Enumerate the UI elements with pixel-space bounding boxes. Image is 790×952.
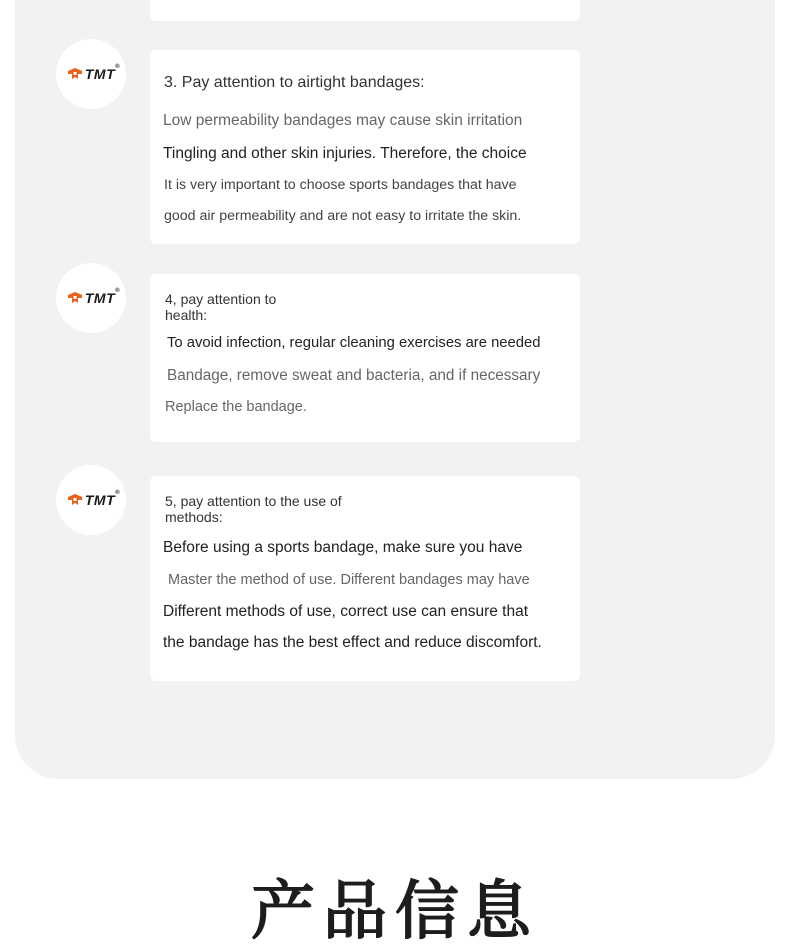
logo-text: TMT ®: [84, 64, 121, 82]
helmet-icon: [67, 292, 83, 304]
tmt-logo: [67, 288, 121, 306]
tip-heading-line: 5, pay attention to the use of: [165, 493, 342, 509]
previous-tip-bubble: [150, 0, 580, 21]
tip-text-line: the bandage has the best effect and reduce discomfort.: [163, 634, 542, 651]
tmt-logo: [67, 64, 121, 82]
tip-heading-line: methods:: [165, 509, 223, 525]
tip-text-line: Tingling and other skin injuries. Therefore, the choice: [163, 145, 527, 162]
section-title: 产品信息: [251, 875, 539, 949]
tip-heading: [165, 493, 342, 525]
tip-heading: [165, 291, 276, 323]
brand-avatar: [56, 465, 126, 535]
tip-card-airtight: [150, 50, 580, 244]
tip-text-line: Before using a sports bandage, make sure you have: [163, 539, 523, 556]
tip-text-line: Different methods of use, correct use can ensure that: [163, 603, 529, 620]
logo-text: TMT ®: [84, 288, 121, 306]
tip-heading: 3. Pay attention to airtight bandages:: [164, 74, 425, 91]
tip-card-health: [150, 274, 580, 442]
tip-heading-line: health:: [165, 307, 208, 323]
tip-text-line: Replace the bandage.: [165, 399, 307, 415]
tip-text-line: It is very important to choose sports bandages that have: [164, 177, 517, 193]
helmet-icon: [67, 494, 83, 506]
tip-text-line: Bandage, remove sweat and bacteria, and if necessary: [167, 367, 541, 384]
tip-text-line: good air permeability and are not easy to irritate the skin.: [164, 208, 522, 224]
tip-text-line: Low permeability bandages may cause skin irritation: [163, 112, 523, 129]
helmet-icon: [67, 68, 83, 80]
tmt-logo: [67, 490, 121, 508]
tip-text-line: Master the method of use. Different bandages may have: [168, 572, 530, 588]
tip-text-line: To avoid infection, regular cleaning exercises are needed: [167, 335, 541, 351]
brand-avatar: [56, 263, 126, 333]
tip-heading-line: 4, pay attention to: [165, 291, 277, 307]
brand-avatar: [56, 39, 126, 109]
logo-text: TMT ®: [84, 490, 121, 508]
tip-card-methods: [150, 476, 580, 681]
